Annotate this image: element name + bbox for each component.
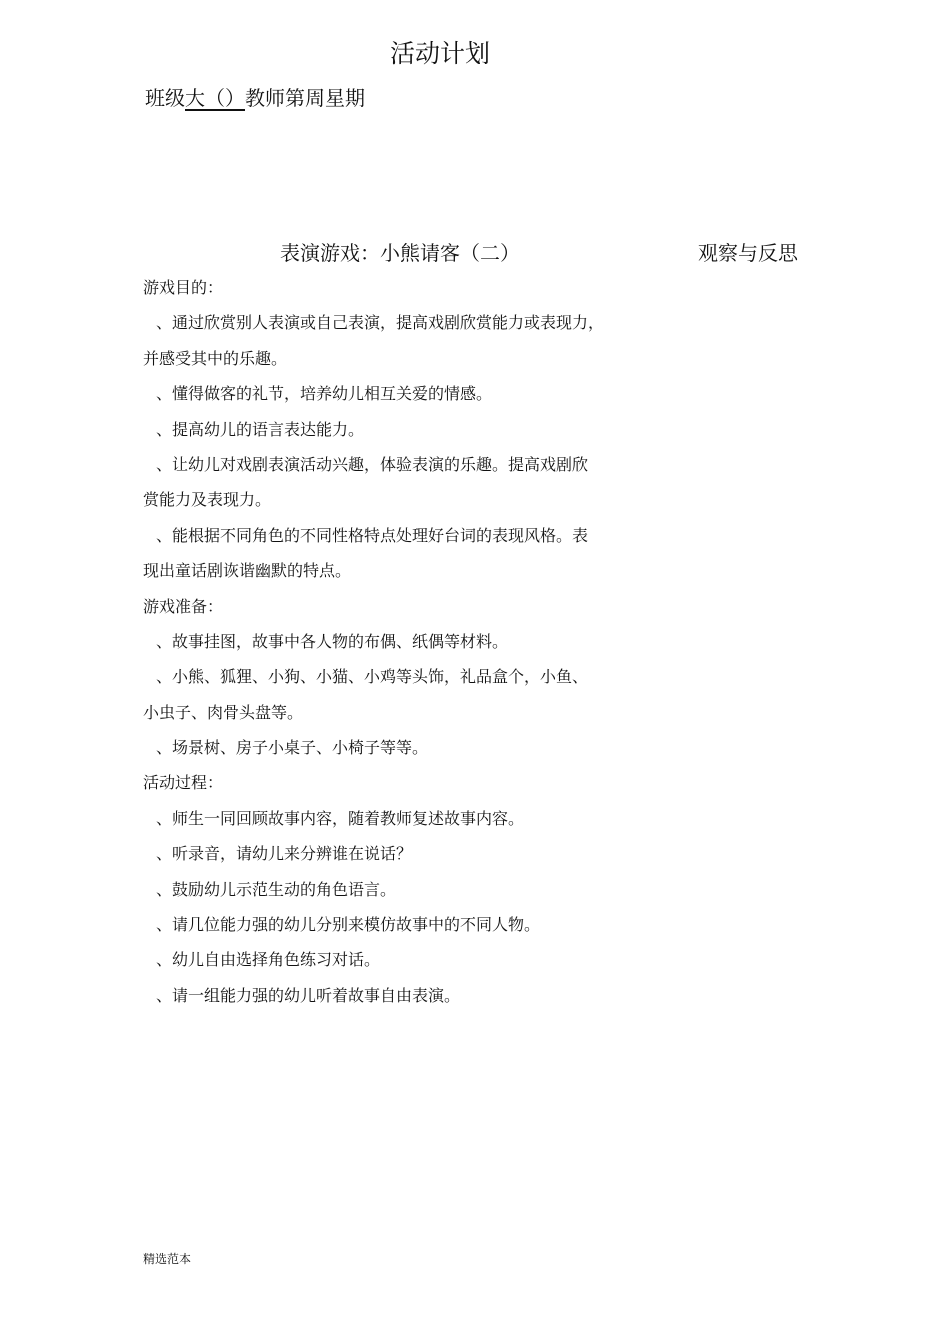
content-line: 、通过欣赏别人表演或自己表演，提高戏剧欣赏能力或表现力， xyxy=(156,313,605,333)
content-line: 、故事挂图，故事中各人物的布偶、纸偶等材料。 xyxy=(156,631,509,651)
content-line: 活动过程： xyxy=(143,773,224,793)
content-line: 现出童话剧诙谐幽默的特点。 xyxy=(143,561,352,581)
content-line: 、提高幼儿的语言表达能力。 xyxy=(156,419,365,439)
content-line: 、请一组能力强的幼儿听着故事自由表演。 xyxy=(156,985,461,1005)
class-label: 班级 xyxy=(145,86,185,110)
content-line: 游戏准备： xyxy=(143,596,224,616)
class-value: 大（） xyxy=(185,86,245,110)
content-line: 、能根据不同角色的不同性格特点处理好台词的表现风格。表 xyxy=(156,525,589,545)
page-title: 活动计划 xyxy=(389,39,490,68)
game-title: 表演游戏：小熊请客（二） xyxy=(280,241,520,265)
class-info-line xyxy=(145,82,365,111)
content-line: 、让幼儿对戏剧表演活动兴趣，体验表演的乐趣。提高戏剧欣 xyxy=(156,454,589,474)
content-line: 、鼓励幼儿示范生动的角色语言。 xyxy=(156,879,397,899)
footer-text: 精选范本 xyxy=(143,1252,192,1266)
teacher-week-label: 教师第周星期 xyxy=(245,86,365,110)
content-line: 、师生一同回顾故事内容，随着教师复述故事内容。 xyxy=(156,808,525,828)
content-line: 小虫子、肉骨头盘等。 xyxy=(143,702,304,722)
content-line: 、小熊、狐狸、小狗、小猫、小鸡等头饰，礼品盒个，小鱼、 xyxy=(156,667,589,687)
content-line: 、懂得做客的礼节，培养幼儿相互关爱的情感。 xyxy=(156,384,493,404)
content-line: 并感受其中的乐趣。 xyxy=(143,348,288,368)
content-line: 游戏目的： xyxy=(143,278,224,297)
observation-header: 观察与反思 xyxy=(698,241,798,265)
content-line: 、请几位能力强的幼儿分别来模仿故事中的不同人物。 xyxy=(156,915,541,935)
content-line: 、幼儿自由选择角色练习对话。 xyxy=(156,950,381,970)
plan-content xyxy=(143,270,703,1013)
content-line: 、听录音，请幼儿来分辨谁在说话？ xyxy=(156,844,413,864)
content-line: 、场景树、房子小桌子、小椅子等等。 xyxy=(156,738,429,758)
content-line: 赏能力及表现力。 xyxy=(143,490,272,510)
